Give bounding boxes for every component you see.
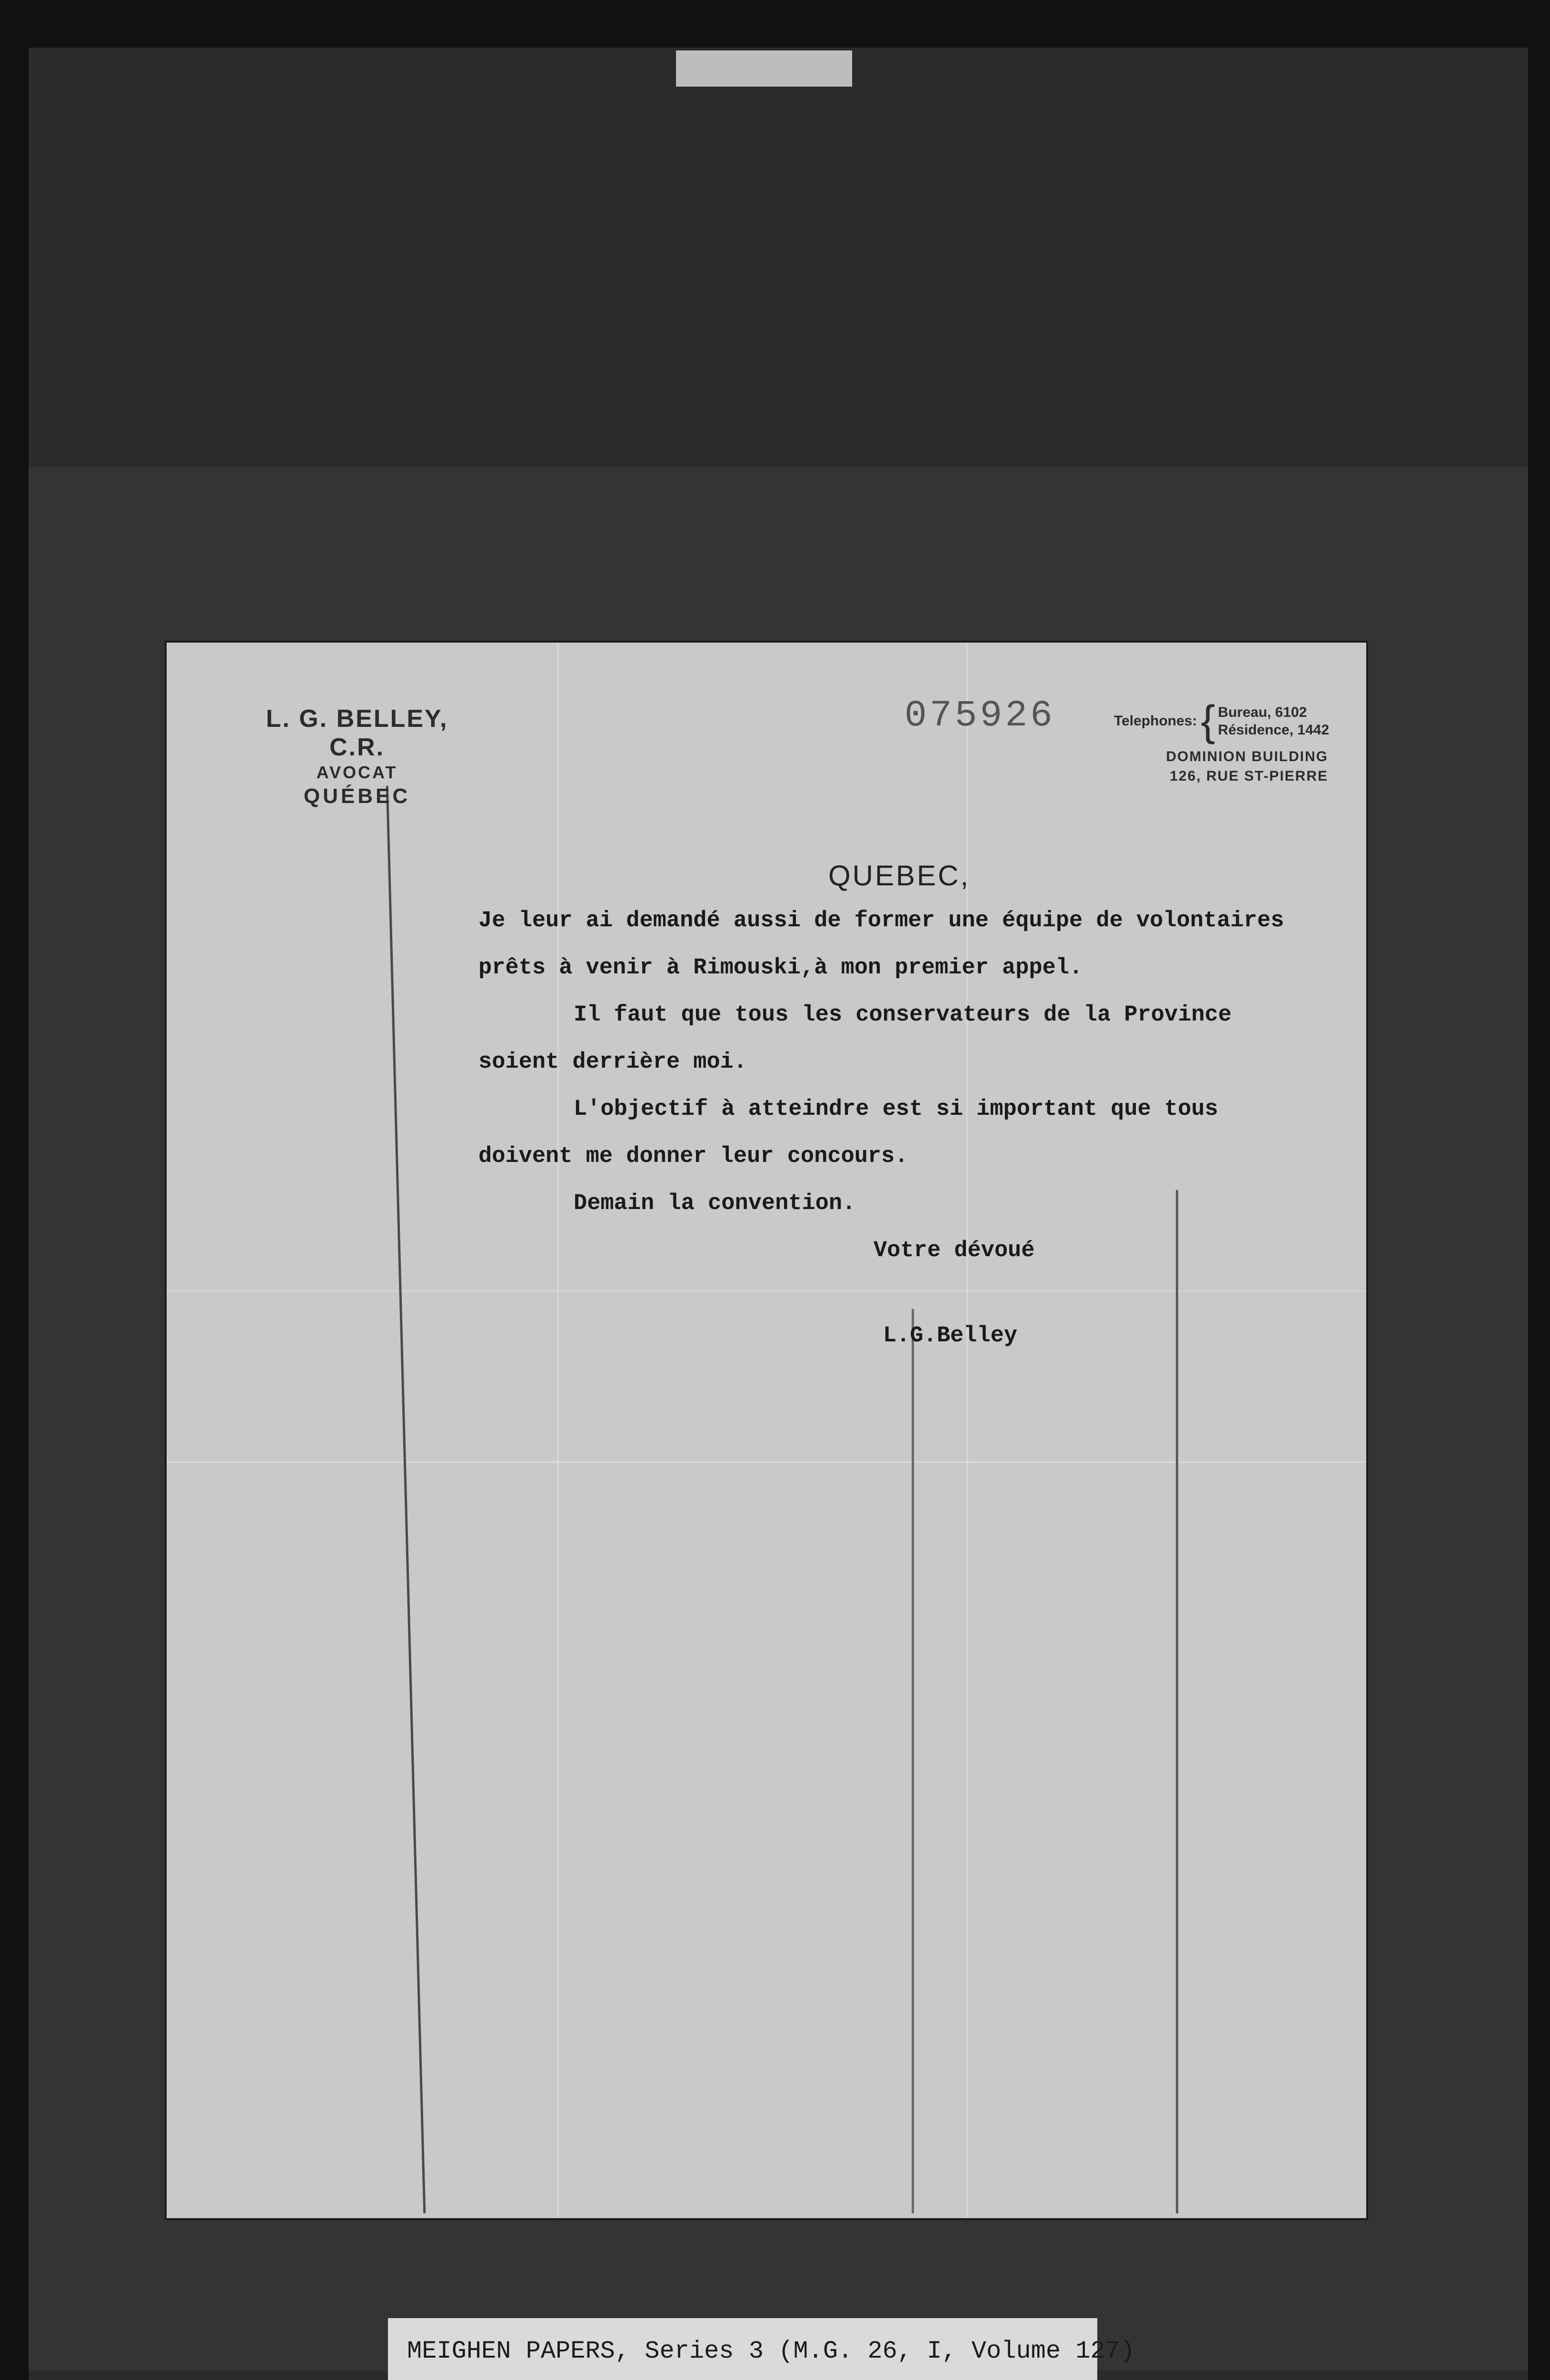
reference-number: 075926 bbox=[904, 695, 1055, 737]
letter-signature: L.G.Belley bbox=[883, 1323, 1018, 1349]
body-line: doivent me donner leur concours. bbox=[478, 1144, 908, 1169]
street-address: 126, RUE ST-PIERRE bbox=[1170, 768, 1328, 784]
body-line: Demain la convention. bbox=[574, 1191, 856, 1216]
body-line: Je leur ai demandé aussi de former une équipe de volontaires bbox=[478, 908, 1284, 933]
body-line: soient derrière moi. bbox=[478, 1050, 747, 1075]
body-line: prêts à venir à Rimouski,à mon premier appel. bbox=[478, 955, 1083, 981]
letter-place: QUEBEC, bbox=[828, 860, 971, 892]
body-line: Il faut que tous les conservateurs de la Province bbox=[574, 1002, 1232, 1028]
address-block bbox=[1114, 747, 1361, 786]
letter-page bbox=[167, 643, 1366, 2218]
fold-line bbox=[167, 1461, 1366, 1463]
brace-glyph: { bbox=[1201, 697, 1215, 745]
series-label bbox=[388, 2318, 1135, 2380]
crack-mark bbox=[386, 785, 426, 2213]
telephones-label: Telephones: bbox=[1114, 713, 1197, 729]
crease-mark bbox=[912, 1309, 914, 2213]
letterhead-name: L. G. BELLEY, C.R. bbox=[266, 705, 448, 761]
letterhead-left bbox=[238, 704, 476, 808]
letterhead-right bbox=[1114, 697, 1361, 786]
letterhead-title: AVOCAT bbox=[316, 763, 398, 782]
letterhead-city: QUÉBEC bbox=[303, 784, 411, 808]
telephone-block bbox=[1114, 697, 1361, 745]
body-line: L'objectif à atteindre est si important que tous bbox=[574, 1097, 1218, 1122]
building-name: DOMINION BUILDING bbox=[1166, 749, 1328, 764]
bureau-number: Bureau, 6102 bbox=[1218, 704, 1307, 720]
film-clip bbox=[676, 50, 852, 87]
letter-closing: Votre dévoué bbox=[874, 1238, 1035, 1263]
telephone-lines bbox=[1218, 704, 1329, 739]
residence-number: Résidence, 1442 bbox=[1218, 722, 1330, 738]
series-label-text: MEIGHEN PAPERS, Series 3 (M.G. 26, I, Volume 127) bbox=[407, 2337, 1135, 2365]
fold-line bbox=[557, 643, 559, 2218]
letter-body bbox=[478, 897, 1359, 1359]
